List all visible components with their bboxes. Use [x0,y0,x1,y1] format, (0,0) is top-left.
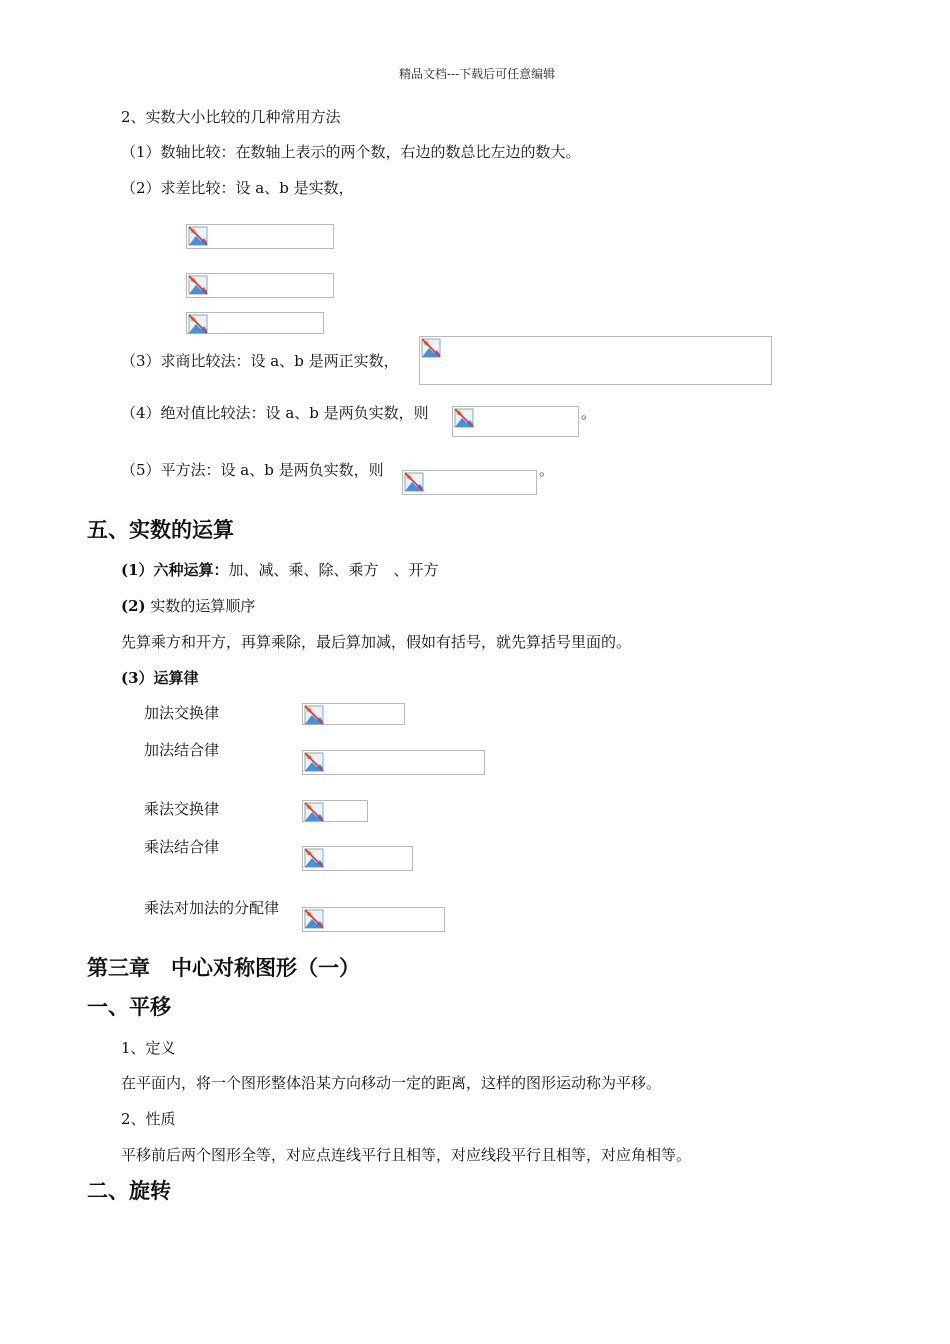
broken-image-icon [304,802,324,822]
law-label: 乘法结合律 [144,838,220,856]
method-difference: （2）求差比较：设 a、b 是实数， [121,179,354,197]
page-header: 精品文档---下载后可任意编辑 [399,67,556,81]
broken-image-icon [454,408,474,428]
formula-image-difference-3 [186,312,324,334]
method-number-line: （1）数轴比较：在数轴上表示的两个数，右边的数总比左边的数大。 [121,143,581,161]
method-square: （5）平方法：设 a、b 是两负实数，则 [121,461,384,479]
operation-order-item [121,599,255,614]
six-operations-list: 加、减、乘、除、乘方 、开方 [228,561,439,579]
chapter-heading: 第三章 中心对称图形（一） [87,956,360,980]
broken-image-icon [304,909,324,929]
section-heading-rotation: 二、旋转 [87,1179,171,1203]
method-absolute-value: （4）绝对值比较法：设 a、b 是两负实数，则 [121,404,429,422]
law-label: 加法交换律 [144,704,220,722]
formula-image-absolute-value [452,406,579,437]
operation-laws-title: (3）运算律 [121,669,199,687]
six-operations [121,563,439,578]
broken-image-icon [304,705,324,725]
sentence-end: 。 [581,404,597,422]
formula-image-square [402,470,537,495]
operation-order-number: (2) [121,597,146,615]
formula-image-difference-2 [186,273,334,298]
method-quotient: （3）求商比较法：设 a、b 是两正实数， [121,352,399,370]
broken-image-icon [188,275,208,295]
definition-title: 1、定义 [121,1039,176,1057]
broken-image-icon [188,226,208,246]
formula-image-quotient [419,336,772,385]
method-list-title: 2、实数大小比较的几种常用方法 [121,108,341,126]
broken-image-icon [304,752,324,772]
section-heading-translation: 一、平移 [87,995,171,1019]
operation-order-label: 实数的运算顺序 [145,597,256,615]
operation-order-text: 先算乘方和开方，再算乘除，最后算加减，假如有括号，就先算括号里面的。 [121,633,632,651]
formula-image-law [302,703,405,725]
broken-image-icon [421,338,441,358]
six-operations-label: (1）六种运算： [121,561,229,579]
formula-image-law [302,800,368,822]
formula-image-law [302,750,485,775]
law-label: 加法结合律 [144,741,220,759]
formula-image-difference-1 [186,224,334,249]
broken-image-icon [188,314,208,334]
broken-image-icon [404,472,424,492]
broken-image-icon [304,848,324,868]
sentence-end: 。 [539,461,555,479]
property-text: 平移前后两个图形全等，对应点连线平行且相等，对应线段平行且相等，对应角相等。 [121,1146,692,1164]
property-title: 2、性质 [121,1110,176,1128]
law-label: 乘法对加法的分配律 [144,899,280,917]
section-heading-operations: 五、实数的运算 [87,518,234,542]
formula-image-law [302,907,445,932]
definition-text: 在平面内，将一个图形整体沿某方向移动一定的距离，这样的图形运动称为平移。 [121,1074,662,1092]
formula-image-law [302,846,413,871]
law-label: 乘法交换律 [144,800,220,818]
